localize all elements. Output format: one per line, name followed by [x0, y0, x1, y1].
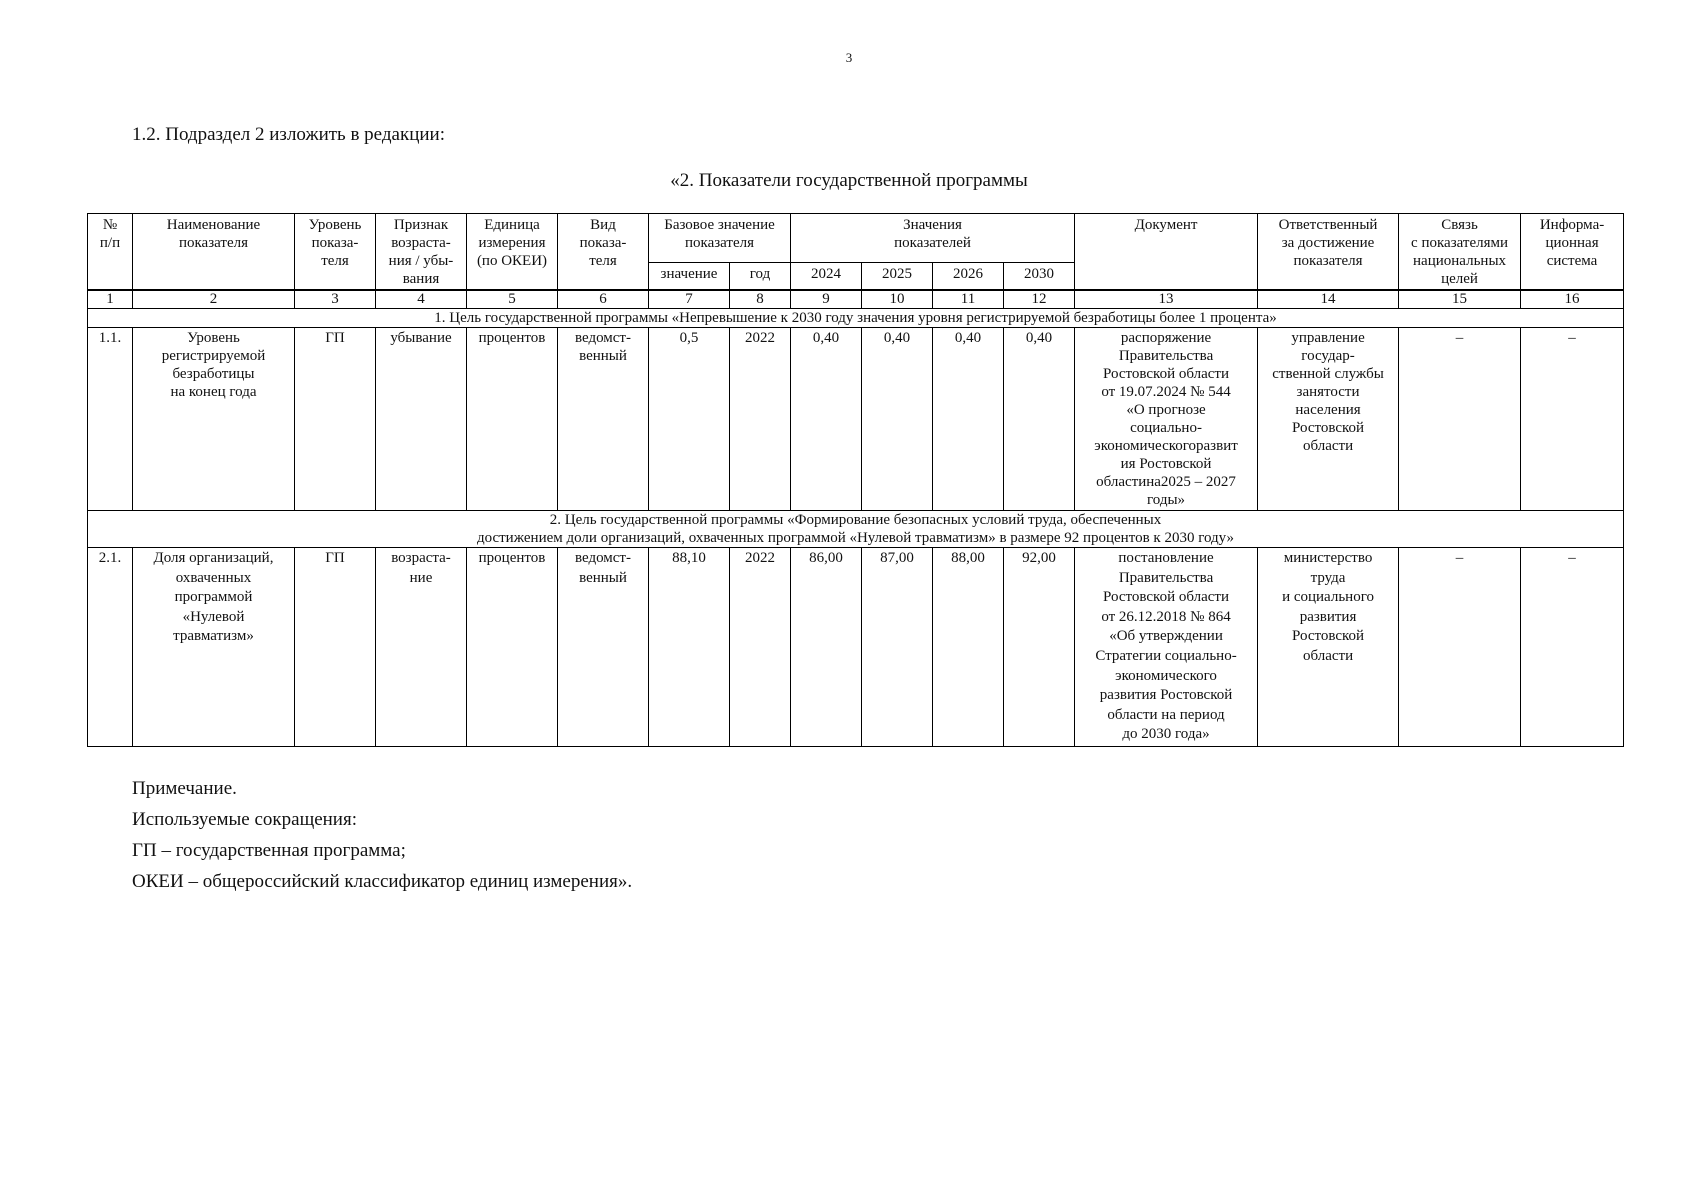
column-number: 8	[730, 290, 791, 309]
column-number: 1	[88, 290, 133, 309]
header-2030: 2030	[1004, 262, 1075, 290]
row-1-responsible: управление государ- ственной службы занятости населения Ростовской области	[1258, 328, 1399, 511]
row-1-unit: процентов	[467, 328, 558, 511]
row-2-num: 2.1.	[88, 548, 133, 747]
column-number: 14	[1258, 290, 1399, 309]
row-1-base-year: 2022	[730, 328, 791, 511]
row-1-num: 1.1.	[88, 328, 133, 511]
row-2-unit: процентов	[467, 548, 558, 747]
header-base-year: год	[730, 262, 791, 290]
header-name: Наименование показателя	[133, 214, 295, 291]
indicators-table	[87, 213, 1624, 747]
intro-text: 1.2. Подраздел 2 изложить в редакции:	[132, 124, 445, 145]
column-number: 2	[133, 290, 295, 309]
header-document: Документ	[1075, 214, 1258, 291]
row-1-link: –	[1399, 328, 1521, 511]
row-1-2030: 0,40	[1004, 328, 1075, 511]
row-2-name: Доля организаций, охваченных программой «Нулевой травматизм»	[133, 548, 295, 747]
column-numbers-row	[88, 290, 1624, 309]
row-2-responsible: министерство труда и социального развития Ростовской области	[1258, 548, 1399, 747]
header-type: Вид показа- теля	[558, 214, 649, 291]
row-2-base-year: 2022	[730, 548, 791, 747]
row-1-2026: 0,40	[933, 328, 1004, 511]
header-2024: 2024	[791, 262, 862, 290]
column-number: 4	[376, 290, 467, 309]
column-number: 3	[295, 290, 376, 309]
header-unit: Единица измерения (по ОКЕИ)	[467, 214, 558, 291]
table-row	[88, 328, 1624, 511]
header-2026: 2026	[933, 262, 1004, 290]
header-info-system: Информа- ционная система	[1521, 214, 1624, 291]
row-2-base-value: 88,10	[649, 548, 730, 747]
column-number: 7	[649, 290, 730, 309]
row-2-2025: 87,00	[862, 548, 933, 747]
column-number: 15	[1399, 290, 1521, 309]
header-row-1	[88, 214, 1624, 263]
row-1-name: Уровень регистрируемой безработицы на конец года	[133, 328, 295, 511]
header-responsible: Ответственный за достижение показателя	[1258, 214, 1399, 291]
row-2-2024: 86,00	[791, 548, 862, 747]
row-1-2025: 0,40	[862, 328, 933, 511]
notes-block	[132, 773, 632, 897]
column-number: 12	[1004, 290, 1075, 309]
header-num: № п/п	[88, 214, 133, 291]
header-base: Базовое значение показателя	[649, 214, 791, 263]
note-line: ГП – государственная программа;	[132, 840, 406, 861]
row-2-type: ведомст- венный	[558, 548, 649, 747]
row-1-base-value: 0,5	[649, 328, 730, 511]
header-trend: Признак возраста- ния / убы- вания	[376, 214, 467, 291]
row-1-type: ведомст- венный	[558, 328, 649, 511]
row-1-document: распоряжение Правительства Ростовской области от 19.07.2024 № 544 «О прогнозе социально- экономическогоразвит ия Ростовской областина2025 – 2027 годы»	[1075, 328, 1258, 511]
row-1-level: ГП	[295, 328, 376, 511]
row-2-link: –	[1399, 548, 1521, 747]
note-line: Примечание.	[132, 778, 237, 799]
table-row	[88, 548, 1624, 747]
header-2025: 2025	[862, 262, 933, 290]
column-number: 9	[791, 290, 862, 309]
header-link: Связь с показателями национальных целей	[1399, 214, 1521, 291]
row-2-trend: возраста- ние	[376, 548, 467, 747]
row-2-document: постановление Правительства Ростовской области от 26.12.2018 № 864 «Об утверждении Стратегии социально- экономического развития Ростовской области на период до 2030 года»	[1075, 548, 1258, 747]
goal-2-row	[88, 511, 1624, 548]
row-1-info-system: –	[1521, 328, 1624, 511]
row-1-trend: убывание	[376, 328, 467, 511]
column-number: 16	[1521, 290, 1624, 309]
header-values: Значения показателей	[791, 214, 1075, 263]
column-number: 6	[558, 290, 649, 309]
note-line: ОКЕИ – общероссийский классификатор единиц измерения».	[132, 871, 633, 892]
column-number: 11	[933, 290, 1004, 309]
row-2-2026: 88,00	[933, 548, 1004, 747]
row-2-2030: 92,00	[1004, 548, 1075, 747]
table-title: «2. Показатели государственной программы	[670, 170, 1028, 191]
header-base-value: значение	[649, 262, 730, 290]
row-2-info-system: –	[1521, 548, 1624, 747]
column-number: 10	[862, 290, 933, 309]
goal-1-text: 1. Цель государственной программы «Непревышение к 2030 году значения уровня регистрируемой безработицы более 1 процента»	[88, 309, 1624, 328]
goal-1-row	[88, 309, 1624, 328]
note-line: Используемые сокращения:	[132, 809, 357, 830]
header-level: Уровень показа- теля	[295, 214, 376, 291]
goal-2-text: 2. Цель государственной программы «Формирование безопасных условий труда, обеспеченных достижением доли организаций, охваченных программой «Нулевой травматизм» в размере 92 процентов к 2030 году»	[88, 511, 1624, 548]
column-number: 13	[1075, 290, 1258, 309]
row-2-level: ГП	[295, 548, 376, 747]
page-number: 3	[845, 50, 853, 65]
column-number: 5	[467, 290, 558, 309]
row-1-2024: 0,40	[791, 328, 862, 511]
